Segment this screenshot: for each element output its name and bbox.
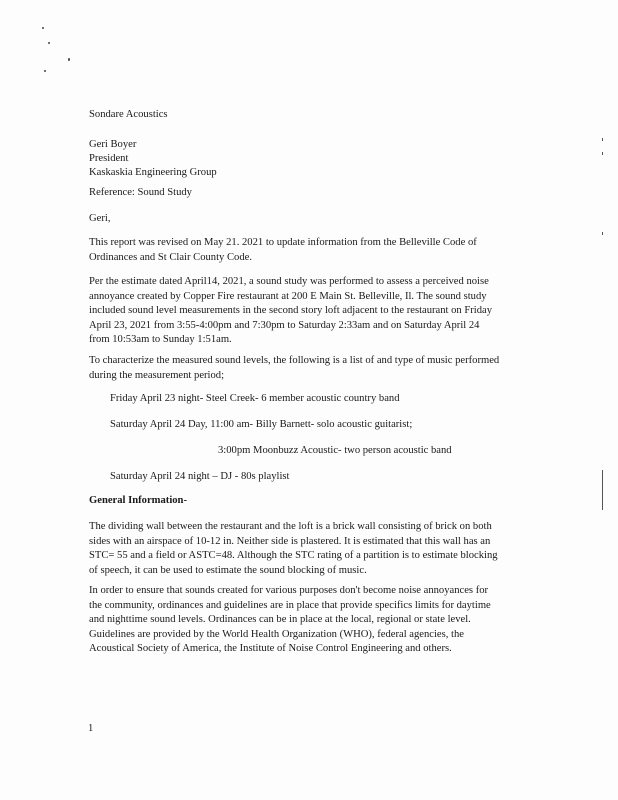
section-heading: General Information- [89,495,187,506]
text-line: and nighttime sound levels. Ordinances can be in place at the local, regional or state level. [89,614,471,626]
text-line: The dividing wall between the restaurant and the loft is a brick wall consisting of brick on both [89,521,492,532]
reference-line: Reference: Sound Study [89,187,192,198]
text-line: Guidelines are provided by the World Health Organization (WHO), federal agencies, the [89,628,464,640]
performance-item: Saturday April 24 night – DJ - 80s playlist [110,471,290,482]
scan-edge-mark [602,138,603,141]
performance-item: Saturday April 24 Day, 11:00 am- Billy Barnett- solo acoustic guitarist; [110,419,413,430]
ordinances-paragraph [89,584,529,657]
recipient-organization: Kaskaskia Engineering Group [89,167,217,178]
text-line: during the measurement period; [89,369,225,381]
scan-edge-mark [602,470,603,510]
company-name: Sondare Acoustics [89,109,168,120]
text-line: STC= 55 and a field or ASTC=48. Although the STC rating of a partition is to estimate blocking [89,550,498,562]
scan-edge-mark [602,152,603,155]
performance-item: Friday April 23 night- Steel Creek- 6 member acoustic country band [110,393,400,404]
revision-paragraph [89,236,529,265]
text-line: annoyance created by Copper Fire restaurant at 200 E Main St. Belleville, Il. The sound study [89,290,487,302]
text-line: of speech, it can be used to estimate the sound blocking of music. [89,564,367,576]
scan-speck [68,58,70,61]
text-line: included sound level measurements in the second story loft adjacent to the restaurant on Friday [89,305,493,317]
scan-speck [48,42,50,44]
wall-paragraph [89,520,529,578]
performance-item: 3:00pm Moonbuzz Acoustic- two person acoustic band [218,445,452,456]
estimate-paragraph [89,275,529,348]
text-line: Acoustical Society of America, the Institute of Noise Control Engineering and others. [89,643,452,655]
text-line: from 10:53am to Sunday 1:51am. [89,334,232,346]
page-number: 1 [88,723,94,734]
recipient-title: President [89,153,129,164]
text-line: Ordinances and St Clair County Code. [89,251,253,263]
text-line: Per the estimate dated April14, 2021, a sound study was performed to assess a perceived noise [89,276,489,287]
text-line: sides with an airspace of 10-12 in. Neither side is plastered. It is estimated that this wall has an [89,535,491,547]
text-line: April 23, 2021 from 3:55-4:00pm and 7:30pm to Saturday 2:33am and on Saturday April 24 [89,319,480,331]
text-line: the community, ordinances and guidelines are in place that provide specifics limits for daytime [89,599,491,611]
text-line: To characterize the measured sound levels, the following is a list of and type of music performed [89,355,500,366]
scan-edge-mark [602,232,603,235]
characterize-paragraph [89,354,529,383]
recipient-name: Geri Boyer [89,139,137,150]
scan-speck [42,27,44,29]
text-line: In order to ensure that sounds created for various purposes don't become noise annoyances for [89,585,489,596]
salutation: Geri, [89,213,111,224]
text-line: This report was revised on May 21. 2021 to update information from the Belleville Code of [89,237,477,248]
scan-speck [44,70,46,72]
